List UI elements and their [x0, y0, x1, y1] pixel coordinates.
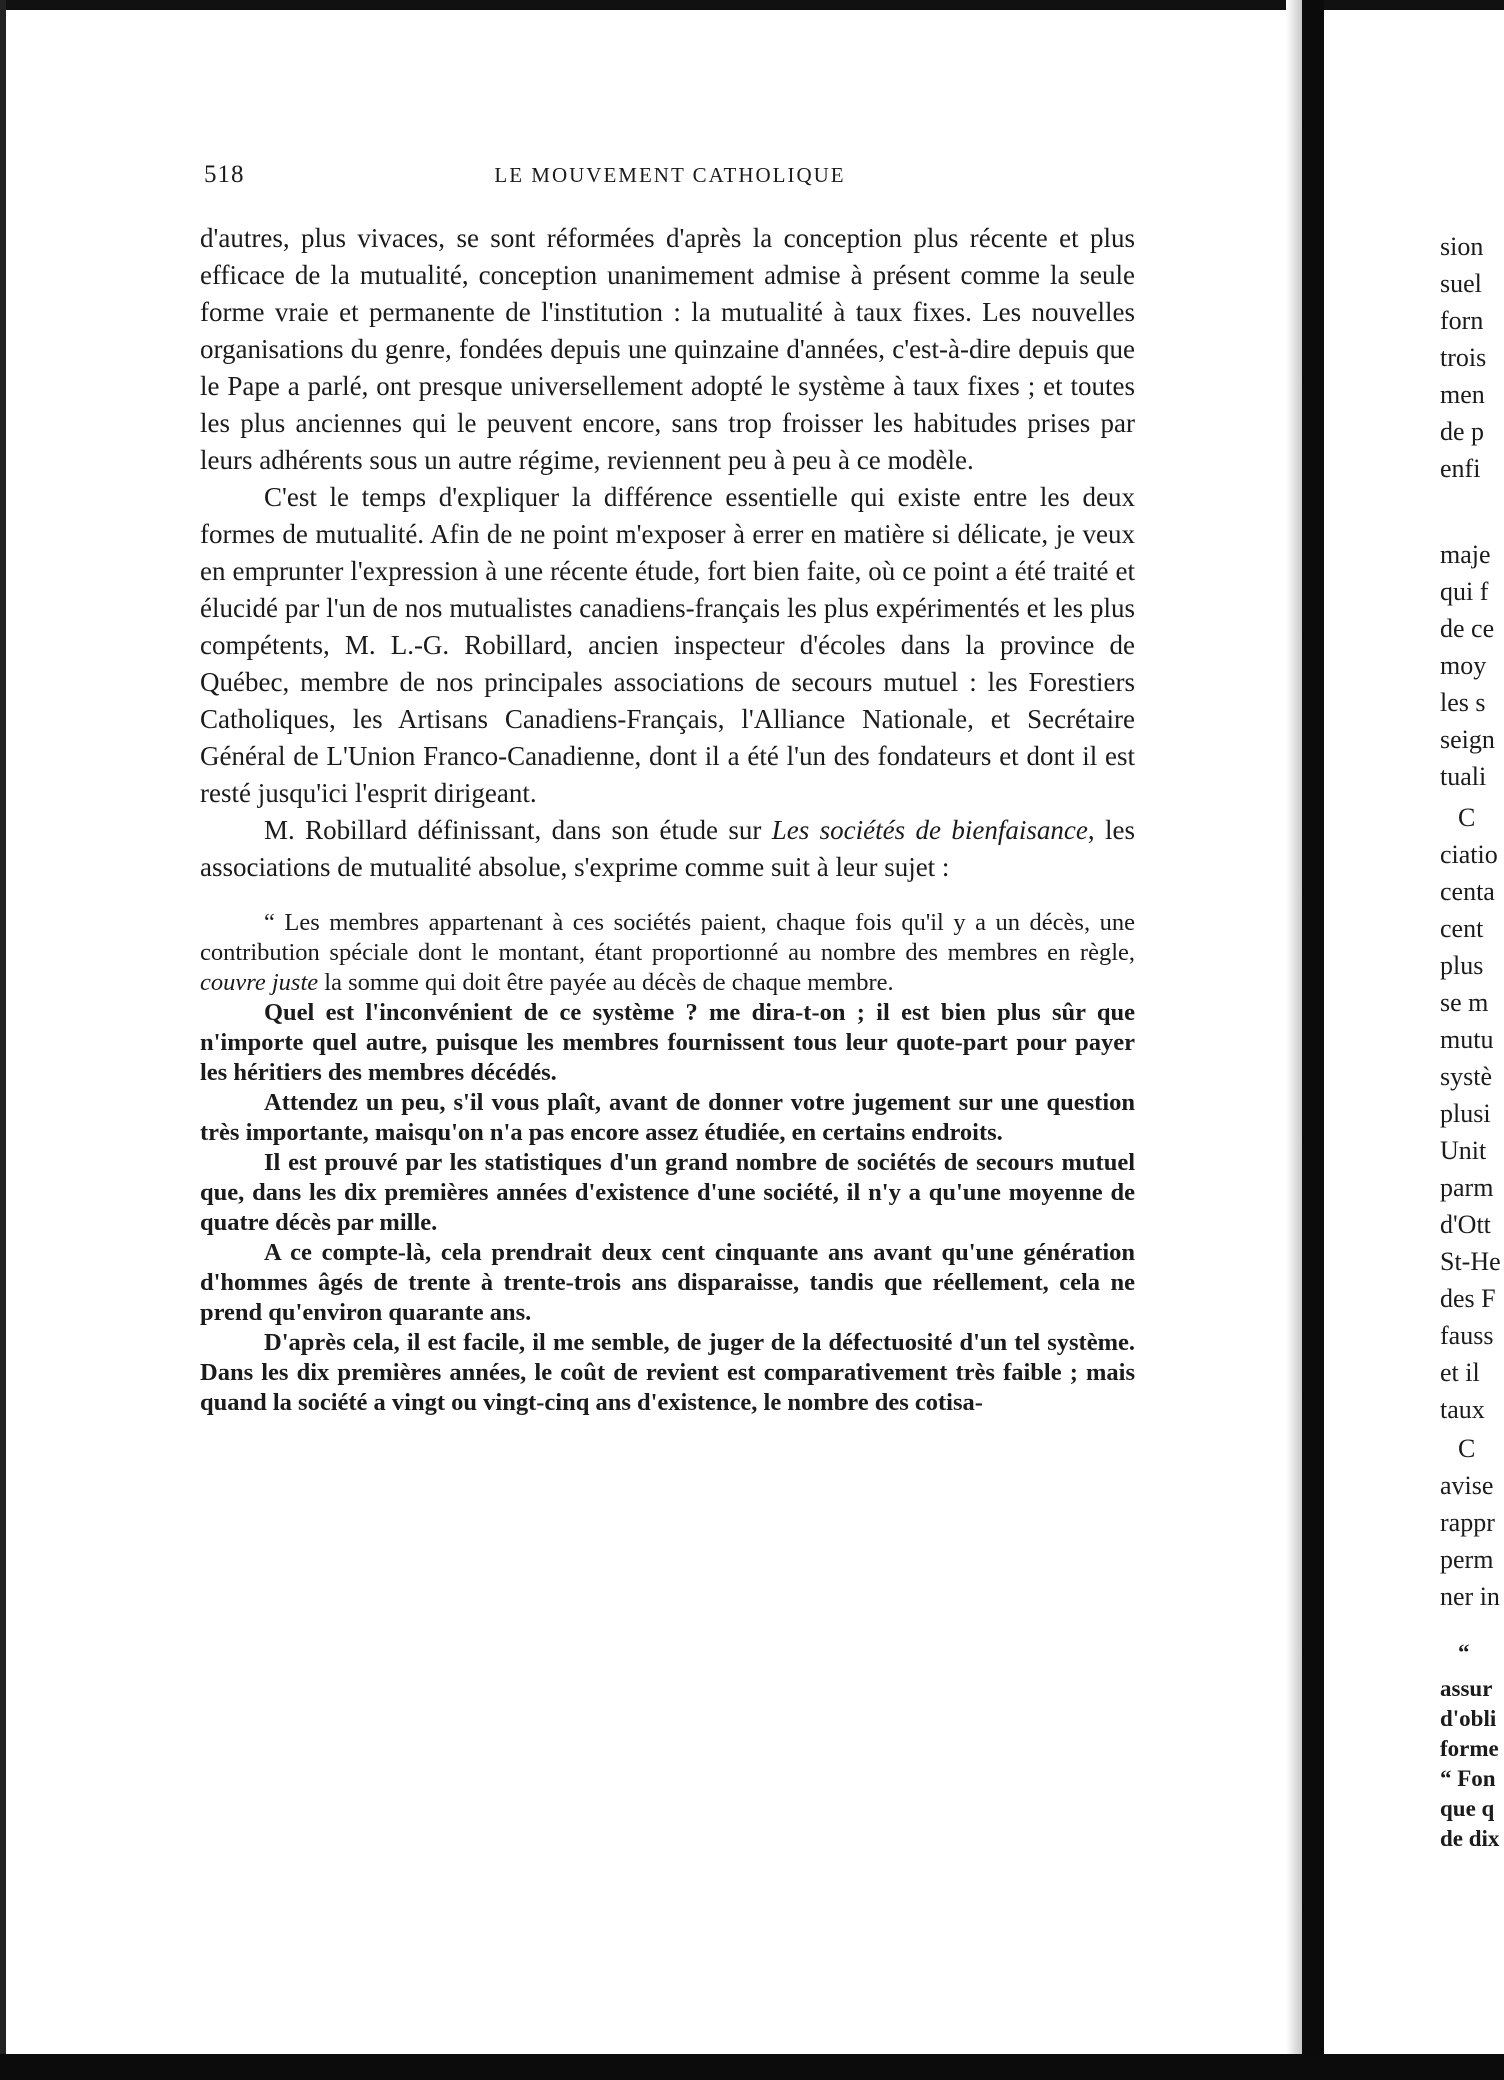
page-gutter-shadow — [1286, 0, 1302, 2080]
next-page-line: assur — [1440, 1676, 1493, 1701]
next-page-line: mutu — [1440, 1025, 1494, 1054]
next-page-line: forme — [1440, 1736, 1499, 1761]
next-page-line: enfi — [1440, 454, 1481, 483]
next-page-line: sion — [1440, 232, 1484, 261]
next-page-line: d'obli — [1440, 1706, 1497, 1731]
next-page-line: rappr — [1440, 1508, 1495, 1537]
book-gutter — [1302, 0, 1324, 2080]
next-page-line: de p — [1440, 417, 1485, 446]
next-page-line: qui f — [1440, 577, 1489, 606]
next-page-line: ciatio — [1440, 840, 1498, 869]
next-page-line: des F — [1440, 1284, 1496, 1313]
next-page-line: se m — [1440, 988, 1489, 1017]
next-page-line: et il — [1440, 1358, 1480, 1387]
quote-emphasis: couvre juste — [200, 969, 319, 996]
next-page-line: trois — [1440, 343, 1487, 372]
quote-paragraph: D'après cela, il est facile, il me semble, de juger de la défectuosité d'un tel système. Dans les dix premières années, le coût de revient est comparativement très faible ; mais quand la société a vingt ou vingt-cinq ans d'existence, le nombre des cotisa- — [200, 1329, 1135, 1416]
paragraph-difference: C'est le temps d'expliquer la différence essentielle qui existe entre les deux formes de mutualité. Afin de ne point m'exposer à errer en matière si délicate, je veux en emprunter l'expression à une récente étude, fort bien faite, où ce point a été traité et élucidé par l'un de nos mutualistes canadiens-français les plus expérimentés et les plus compétents, M. L.-G. Robillard, ancien inspecteur d'écoles dans la province de Québec, membre de nos principales associations de secours mutuel : les Forestiers Catholiques, les Artisans Canadiens-Français, l'Alliance Nationale, et Secrétaire Général de L'Union Franco-Canadienne, dont il a été l'un des fondateurs et dont il est resté jusqu'ici l'esprit dirigeant. — [200, 482, 1135, 808]
next-page-line: “ Fon — [1440, 1766, 1496, 1791]
scan-left-edge — [0, 0, 6, 2080]
next-page-line: cent — [1440, 914, 1484, 943]
quote-text-before: “ Les membres appartenant à ces sociétés paient, chaque fois qu'il y a un décès, une contribution spéciale dont le montant, étant proportionné au nombre des membres en règle, — [200, 909, 1135, 966]
next-page-line: de dix — [1440, 1826, 1500, 1851]
next-page-line: St-He — [1440, 1247, 1501, 1276]
book-page — [200, 0, 1135, 2080]
next-page-line: fauss — [1440, 1321, 1494, 1350]
robillard-text-before: M. Robillard définissant, dans son étude sur — [264, 815, 772, 845]
body-text — [200, 220, 1135, 1418]
next-page-line: C — [1458, 1434, 1476, 1463]
next-page-line: men — [1440, 380, 1485, 409]
page-header — [204, 161, 1136, 191]
next-page-line: systè — [1440, 1062, 1492, 1091]
next-page-line: plusi — [1440, 1099, 1491, 1128]
quote-paragraph: Il est prouvé par les statistiques d'un grand nombre de sociétés de secours mutuel que, dans les dix premières années d'existence d'une société, il n'y a qu'une moyenne de quatre décès par mille. — [200, 1149, 1135, 1236]
next-page-line: suel — [1440, 269, 1482, 298]
running-title: LE MOUVEMENT CATHOLIQUE — [494, 163, 846, 187]
next-page-line: parm — [1440, 1173, 1494, 1202]
quote-paragraph: Quel est l'inconvénient de ce système ? me dira-t-on ; il est bien plus sûr que n'importe quel autre, puisque les membres fournissent tous leur quote-part pour payer les héritiers des membres décédés. — [200, 999, 1135, 1086]
next-page-line: que q — [1440, 1796, 1495, 1821]
quote-paragraph — [200, 908, 1135, 998]
paragraph-robillard — [200, 812, 1135, 886]
next-page-line: perm — [1440, 1545, 1494, 1574]
next-page-line: C — [1458, 803, 1476, 832]
quote-paragraph: Attendez un peu, s'il vous plaît, avant de donner votre jugement sur une question très importante, maisqu'on n'a pas encore assez étudiée, en certains endroits. — [200, 1089, 1135, 1146]
next-page-fragment — [1440, 0, 1504, 2080]
next-page-line: forn — [1440, 306, 1484, 335]
next-page-line: centa — [1440, 877, 1495, 906]
paragraph-continuation: d'autres, plus vivaces, se sont réformées d'après la conception plus récente et plus efficace de la mutualité, conception unanimement admise à présent comme la seule forme vraie et permanente de l'institution : la mutualité à taux fixes. Les nouvelles organisations du genre, fondées depuis une quinzaine d'années, c'est-à-dire depuis que le Pape a parlé, ont presque universellement adopté le système à taux fixes ; et toutes les plus anciennes qui le peuvent encore, sans trop froisser les habitudes prises par leurs adhérents sous un autre régime, reviennent peu à peu à ce modèle. — [200, 223, 1135, 475]
quote-paragraph: A ce compte-là, cela prendrait deux cent cinquante ans avant qu'une génération d'hommes âgés de trente à trente-trois ans disparaisse, tandis que réellement, cela ne prend qu'environ quarante ans. — [200, 1239, 1135, 1326]
next-page-line: Unit — [1440, 1136, 1487, 1165]
next-page-line: taux — [1440, 1395, 1485, 1424]
next-page-line: les s — [1440, 688, 1486, 717]
quote-text-after: la somme qui doit être payée au décès de chaque membre. — [318, 969, 894, 996]
page-number: 518 — [204, 161, 245, 188]
next-page-line: avise — [1440, 1471, 1494, 1500]
next-page-line: moy — [1440, 651, 1487, 680]
next-page-line: tuali — [1440, 762, 1487, 791]
quotation-block — [200, 908, 1135, 1418]
robillard-text-after: , les associations de mutualité absolue, s'exprime comme suit à leur sujet : — [200, 815, 1135, 882]
next-page-line: de ce — [1440, 614, 1495, 643]
next-page-line: maje — [1440, 540, 1491, 569]
next-page-line: seign — [1440, 725, 1495, 754]
next-page-line: “ — [1458, 1640, 1470, 1665]
cited-work-title: Les sociétés de bienfaisance — [771, 815, 1088, 845]
next-page-line: ner in — [1440, 1582, 1500, 1611]
next-page-line: d'Ott — [1440, 1210, 1491, 1239]
next-page-line: plus — [1440, 951, 1484, 980]
